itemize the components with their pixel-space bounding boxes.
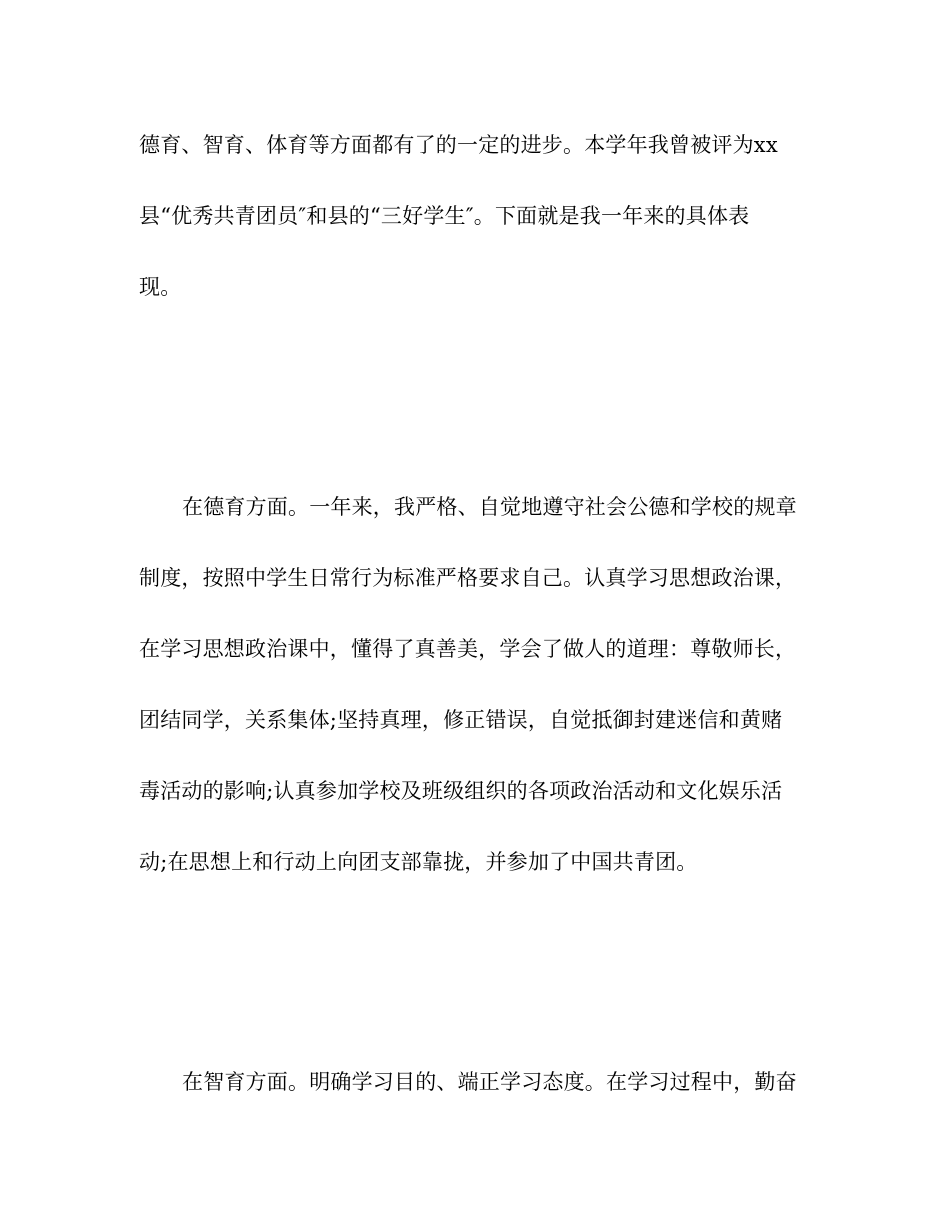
text-line: 制度，按照中学生日常行为标准严格要求自己。认真学习思想政治课， xyxy=(139,566,797,590)
text-line: 德育、智育、体育等方面都有了的一定的进步。本学年我曾被评为xx xyxy=(139,133,778,157)
text-line: 在德育方面。一年来，我严格、自觉地遵守社会公德和学校的规章 xyxy=(182,495,797,519)
text-line: 在学习思想政治课中，懂得了真善美，学会了做人的道理：尊敬师长， xyxy=(139,637,797,661)
text-line: 团结同学，关系集体;坚持真理，修正错误，自觉抵御封建迷信和黄赌 xyxy=(139,708,783,732)
text-line: 现。 xyxy=(139,275,182,299)
text-line: 毒活动的影响;认真参加学校及班级组织的各项政治活动和文化娱乐活 xyxy=(139,779,783,803)
text-line: 县“优秀共青团员″和县的“三好学生″。下面就是我一年来的具体表 xyxy=(139,204,750,228)
text-line: 动;在思想上和行动上向团支部靠拢，并参加了中国共青团。 xyxy=(139,850,698,874)
text-line: 在智育方面。明确学习目的、端正学习态度。在学习过程中，勤奋 xyxy=(182,1070,797,1094)
